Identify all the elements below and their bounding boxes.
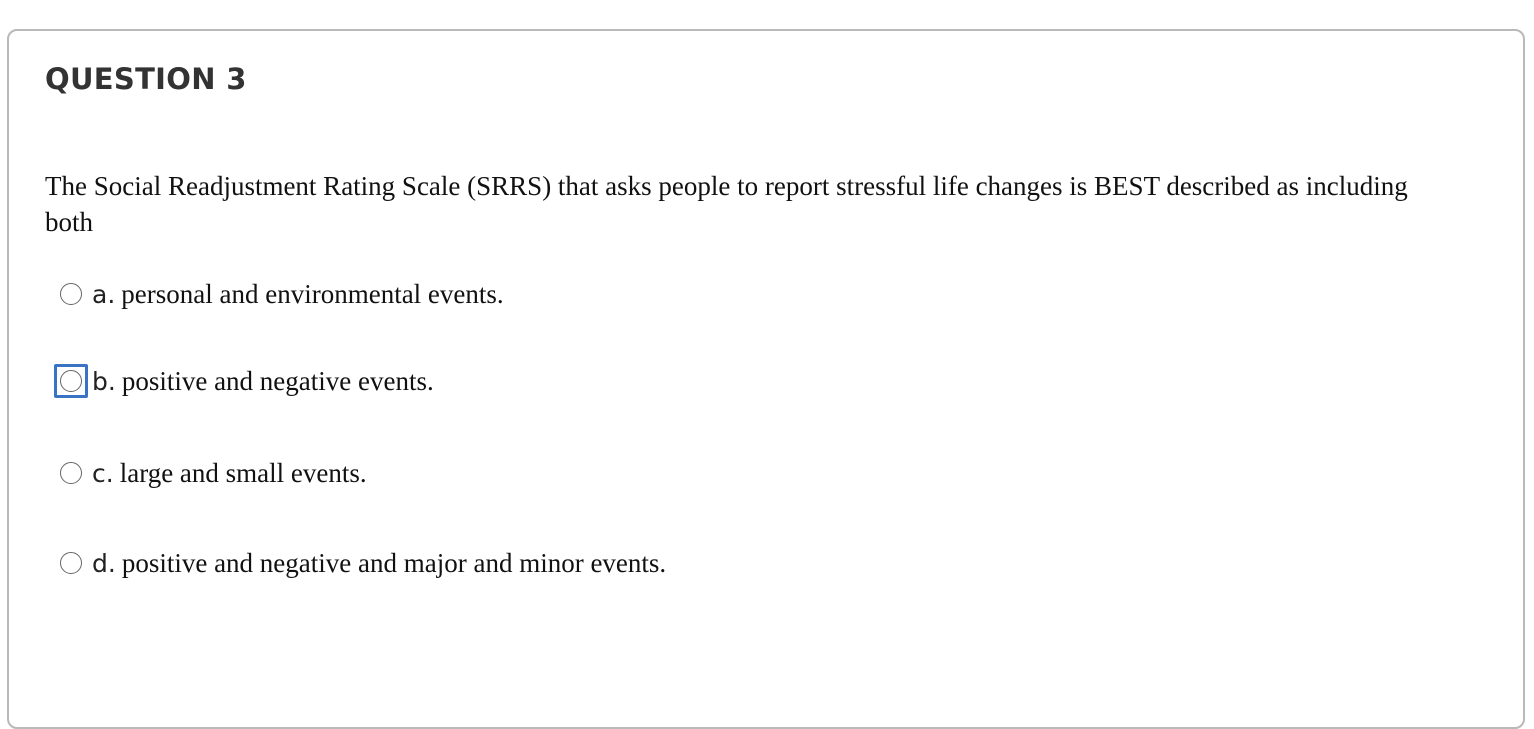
option-c-letter: c. (92, 458, 114, 488)
option-c-radio-wrap[interactable] (54, 456, 88, 490)
radio-button-icon[interactable] (60, 283, 82, 305)
question-title: QUESTION 3 (45, 62, 247, 96)
option-a-radio-wrap[interactable] (54, 277, 88, 311)
option-b-text[interactable]: positive and negative events. (121, 365, 434, 396)
option-c-text[interactable]: large and small events. (119, 457, 367, 488)
option-d-letter: d. (92, 548, 116, 578)
option-d-text[interactable]: positive and negative and major and minor events. (121, 547, 667, 578)
option-a-text[interactable]: personal and environmental events. (121, 278, 504, 309)
radio-button-icon[interactable] (60, 462, 82, 484)
option-d[interactable] (54, 543, 666, 583)
option-b[interactable] (54, 361, 434, 401)
option-c[interactable] (54, 453, 367, 493)
radio-button-icon[interactable] (60, 552, 82, 574)
option-a[interactable] (54, 274, 504, 314)
option-b-radio-wrap-focused[interactable] (54, 364, 88, 398)
radio-button-icon[interactable] (60, 370, 82, 392)
option-b-letter: b. (92, 366, 116, 396)
option-d-radio-wrap[interactable] (54, 546, 88, 580)
question-prompt: The Social Readjustment Rating Scale (SRRS) that asks people to report stressful life changes is BEST described as including both (45, 171, 1408, 237)
option-a-letter: a. (92, 279, 116, 309)
